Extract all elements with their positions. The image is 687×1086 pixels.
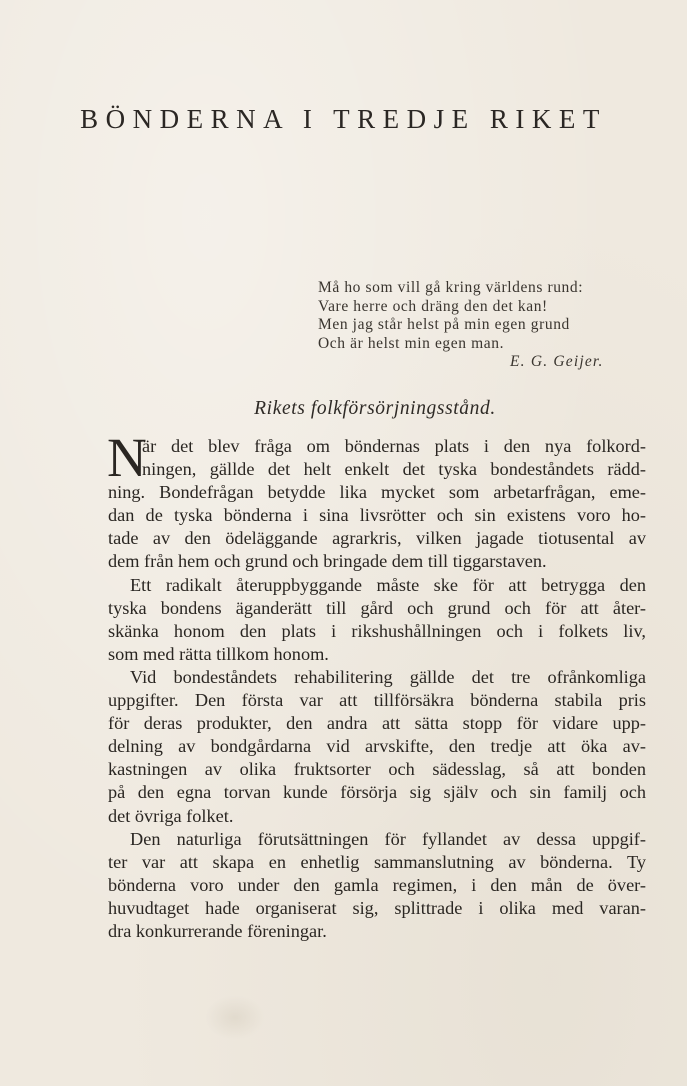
chapter-title: BÖNDERNA I TREDJE RIKET [80,104,607,134]
section-heading: Rikets folkförsörjningsstånd. [254,398,496,419]
body-text [107,427,646,943]
epigraph-line: Men jag står helst på min egen grund [318,316,570,333]
text-line: för deras produkter, den andra att sätta stopp för vidare upp- [108,713,646,734]
epigraph-line: Och är helst min egen man. [318,334,505,352]
text-line: är det blev fråga om böndernas plats i den nya folkord- [142,436,646,456]
text-line: Den naturliga förutsättningen för fyllandet av dessa uppgif- [130,828,646,849]
text-line: ning. Bondefrågan betydde lika mycket som arbetarfrågan, eme- [108,482,646,503]
epigraph-line: Må ho som vill gå kring världens rund: [318,279,584,296]
text-line: dem från hem och grund och bringade dem till tiggarstaven. [108,551,547,572]
text-line: delning av bondgårdarna vid arvskifte, den tredje att öka av- [108,736,646,757]
text-line: skänka honom den plats i rikshushållningen och i folkets liv, [108,620,646,641]
epigraph-attribution: E. G. Geijer. [510,353,604,370]
text-line: dan de tyska bönderna i sina livsrötter och sin existens voro ho- [108,505,646,526]
text-line: ningen, gällde det helt enkelt det tyska bondeståndets rädd- [142,459,646,480]
text-line: på den egna torvan kunde försörja sig själv och sin familj och [108,782,646,803]
text-line: som med rätta tillkom honom. [108,643,329,664]
epigraph-line: Vare herre och dräng den det kan! [318,297,548,315]
text-line: huvudtaget hade organiserat sig, splittrade i olika med varan- [108,897,646,918]
text-line: bönderna voro under den gamla regimen, i den mån de över- [108,874,646,895]
drop-cap: N [107,427,147,488]
text-line: det övriga folket. [108,805,234,826]
text-line: tade av den ödeläggande agrarkris, vilken jagade tiotusental av [108,528,646,549]
text-line: kastningen av olika fruktsorter och sädesslag, så att bonden [108,759,646,780]
epigraph [318,279,648,372]
text-line: uppgifter. Den första var att tillförsäkra bönderna stabila pris [108,690,646,711]
paper-stain [205,995,265,1040]
text-line: ter var att skapa en enhetlig sammanslutning av bönderna. Ty [108,851,646,872]
text-line: tyska bondens äganderätt till gård och grund och för att åter- [108,597,646,618]
text-line: Ett radikalt återuppbyggande måste ske för att betrygga den [130,574,646,595]
text-line: Vid bondeståndets rehabilitering gällde det tre ofrånkomliga [130,666,646,687]
text-line: dra konkurrerande föreningar. [108,920,327,941]
